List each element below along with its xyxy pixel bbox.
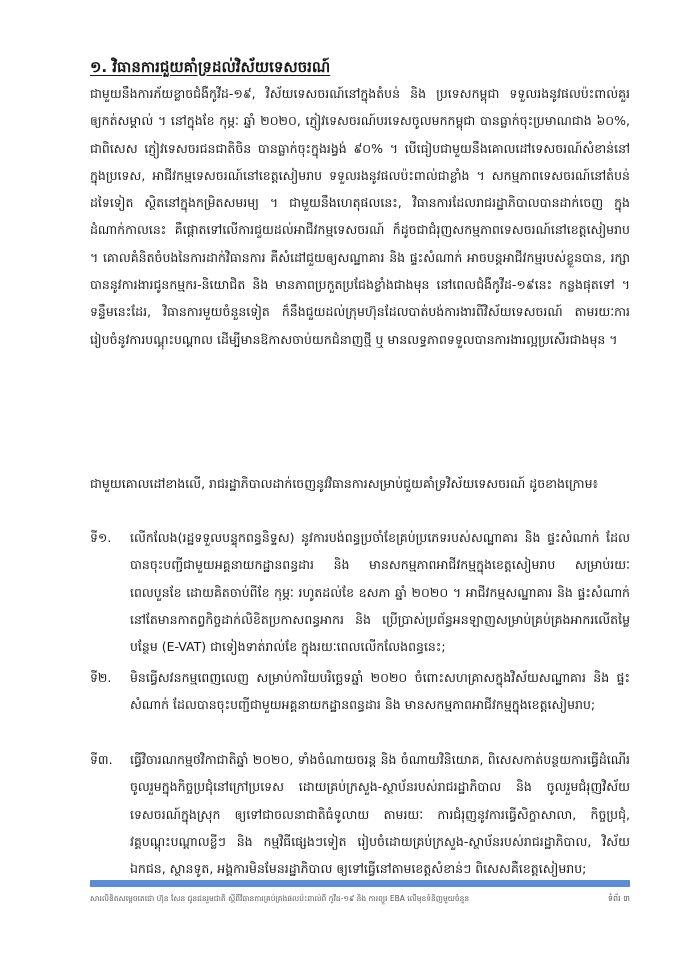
- list-item: [90, 746, 630, 936]
- list-item-text: មិនធ្វើសវនកម្មពេញលេញ សម្រាប់ការិយបរិច្ឆេទឆ្នាំ ២០២០ ចំពោះសហគ្រាសក្នុងវិស័យសណ្ឋាគារ និង ផ្ទះសំណាក់ ដែលបានចុះបញ្ជីជាមួយអគ្គនាយកដ្ឋានពន្ធដារ និង មានសកម្មភាពអាជីវកម្មក្នុងខេត្តសៀមរាប;: [130, 670, 630, 713]
- body-paragraph: ជាមួយនឹងការភ័យខ្លាចជំងឺកូវីដ-១៩, វិស័យទេសចរណ៍នៅក្នុងតំបន់ និង ប្រទេសកម្ពុជា ទទួលរងនូវផលប៉ះពាល់គួរឲ្យកត់សម្គាល់ ។ នៅក្នុងខែ កុម្ភៈ ឆ្នាំ ២០២០, ភ្ញៀវទេសចរណ៍បរទេសចូលមកកម្ពុជា បានធ្លាក់ចុះប្រមាណជាង ៦០%, ជាពិសេស ភ្ញៀវទេសចរជនជាតិចិន បានធ្លាក់ចុះក្នុងរង្វង់ ៩០% ។ បើធៀបជាមួយនឹងគោលដៅទេសចរណ៍សំខាន់នៅក្នុងប្រទេស, អាជីវកម្មទេសចរណ៍នៅខេត្តសៀមរាប ទទួលរងនូវផលប៉ះពាល់ជាខ្លាំង ។ សកម្មភាពទេសចរណ៍នៅតំបន់ដទៃទៀត ស្ថិតនៅក្នុងកម្រិតសមរម្យ ។ ជាមួយនឹងហេតុផលនេះ, វិធានការដែលរាជរដ្ឋាភិបាលបានដាក់ចេញ ក្នុងដំណាក់កាលនេះ គឺផ្តោតទៅលើការជួយដល់អាជីវកម្មទេសចរណ៍ ក៏ដូចជាជំរុញសកម្មភាពទេសចរណ៍នៅខេត្តសៀមរាប ។ គោលគំនិតចំបងនៃការដាក់វិធានការ គឺសំដៅជួយឲ្យសណ្ឋាគារ និង ផ្ទះសំណាក់ អាចបន្តអាជីវកម្មរបស់ខ្លួនបាន, រក្សាបាននូវការងារជូនកម្មករ-និយោជិត និង មានភាពប្រកួតប្រជែងខ្លាំងជាងមុន នៅពេលជំងឺកូវីដ-១៩នេះ កន្លងផុតទៅ ។ ទន្ទឹមនេះដែរ, វិធានការមួយចំនួនទៀត ក៏នឹងជួយដល់ក្រុមហ៊ុនដែលបាត់បង់ការងារពីវិស័យទេសចរណ៍ តាមរយៈការរៀបចំនូវការបណ្តុះបណ្តាល ដើម្បីមានឱកាសចាប់យកជំនាញថ្មី ឬ មានលទ្ធភាពទទួលបានការងារល្អប្រសើរជាងមុន ។: [90, 86, 630, 347]
- section-heading: ១. វិធានការជួយគាំទ្រដល់វិស័យទេសចរណ៍: [90, 58, 331, 76]
- list-item: [90, 664, 630, 746]
- list-item-number: ទី៣.: [90, 752, 113, 767]
- list-item-number: ទី២.: [90, 670, 112, 685]
- page-number: ទំព័រ ៣: [607, 894, 630, 903]
- measure-list: [90, 524, 630, 936]
- list-item-text: លើកលែង(រដ្ឋទទួលបន្ទុកពន្ធនិទ្ទស) នូវការបង់ពន្ធប្រចាំខែគ្រប់ប្រភេទរបស់សណ្ឋាគារ និង ផ្ទះសំណាក់ ដែលបានចុះបញ្ជីជាមួយអគ្គនាយកដ្ឋានពន្ធដារ និង មានសកម្មភាពអាជីវកម្មក្នុងខេត្តសៀមរាប សម្រាប់រយៈពេលបួនខែ ដោយគិតចាប់ពីខែ កុម្ភៈ រហូតដល់ខែ ឧសភា ឆ្នាំ ២០២០ ។ អាជីវកម្មសណ្ឋាគារ និង ផ្ទះសំណាក់ នៅតែមានកាតព្វកិច្ចដាក់លិខិតប្រកាសពន្ធអាករ និង ប្រើប្រាស់ប្រព័ន្ធអនឡាញសម្រាប់គ្រប់គ្រងអាករលើតម្លៃបន្ថែម (E-VAT) ជាទៀងទាត់រាល់ខែ ក្នុងរយៈពេលលើកលែងពន្ធនេះ;: [130, 530, 630, 655]
- list-item: [90, 524, 630, 664]
- list-item-text: ធ្វើវិចារណកម្មថវិកាជាតិឆ្នាំ ២០២០, ទាំងចំណាយចរន្ត និង ចំណាយវិនិយោគ, ពិសេសកាត់បន្ថយការធ្វើដំណើរចូលរួមក្នុងកិច្ចប្រជុំនៅក្រៅប្រទេស ដោយគ្រប់ក្រសួង-ស្ថាប័នរបស់រាជរដ្ឋាភិបាល និង ចូលរួមជំរុញវិស័យទេសចរណ៍ក្នុងស្រុក ឲ្យទៅជាចលនាជាតិធំទូលាយ តាមរយៈ ការជំរុញនូវការធ្វើសិក្ខាសាលា, កិច្ចប្រជុំ, វគ្គបណ្តុះបណ្តាលខ្លីៗ និង កម្មវិធីផ្សេងៗទៀត រៀបចំដោយគ្រប់ក្រសួង-ស្ថាប័នរបស់រាជរដ្ឋាភិបាល, វិស័យឯកជន, ស្ថានទូត, អង្គការមិនមែនរដ្ឋាភិបាល ឲ្យទៅធ្វើនៅតាមខេត្តសំខាន់ៗ ពិសេសគឺខេត្តសៀមរាប;: [130, 752, 630, 877]
- footer-caption: សារលិខិតសម្តេចតេជោ ហ៊ុន សែន ជូនជនរួមជាតិ ស្តីពីវិធានការគ្រប់គ្រងផលប៉ះពាល់ពី កូវីដ-១៩ និង ការព្យួរ EBA លើមុខទំនិញមួយចំនួន: [90, 894, 470, 903]
- footer-divider: [90, 880, 630, 887]
- body-paragraph: ជាមួយគោលដៅខាងលើ, រាជរដ្ឋាភិបាលដាក់ចេញនូវវិធានការសម្រាប់ជួយគាំទ្រវិស័យទេសចរណ៍ ដូចខាងក្រោម៖: [90, 476, 599, 491]
- list-item-number: ទី១.: [90, 530, 112, 545]
